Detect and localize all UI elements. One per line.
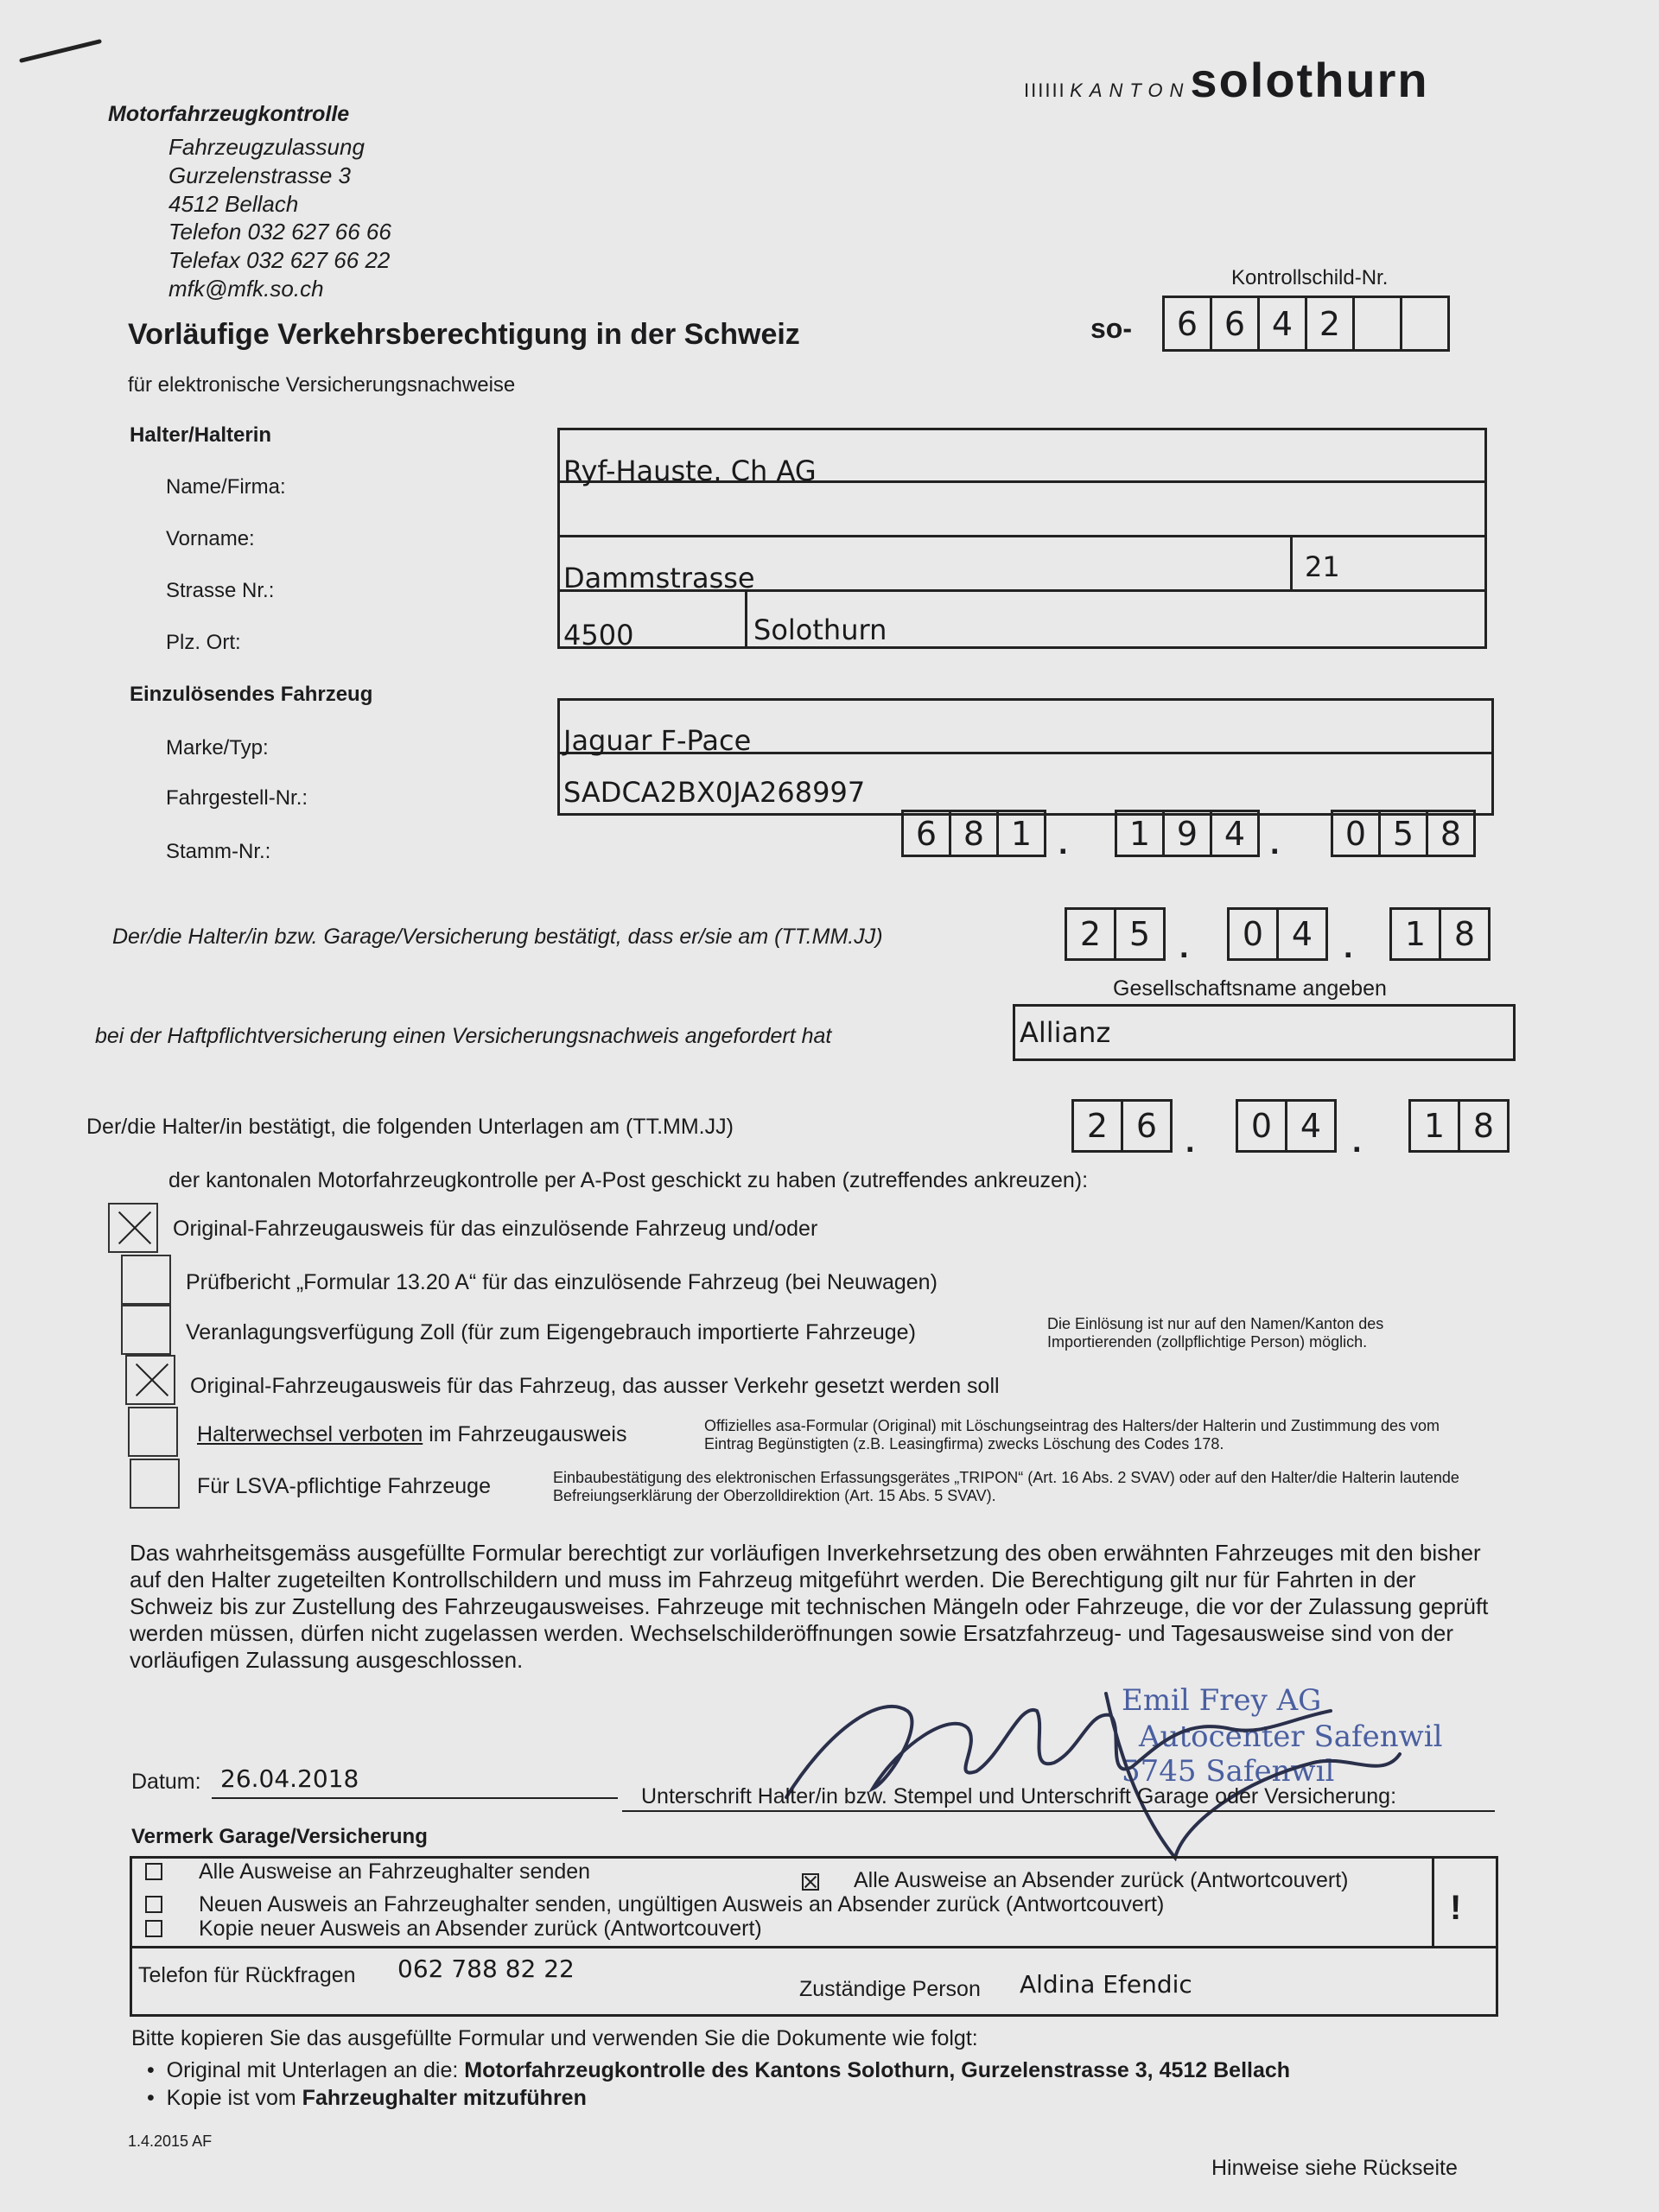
- garage-option-label: Kopie neuer Ausweis an Absender zurück (Antwortcouvert): [199, 1916, 762, 1941]
- plate-digit[interactable]: 6: [1162, 296, 1212, 352]
- option-label: Original-Fahrzeugausweis für das einzulösende Fahrzeug und/oder: [173, 1217, 818, 1241]
- firstname-label: Vorname:: [166, 527, 255, 550]
- date-underline: [212, 1797, 618, 1799]
- documents-confirm-text: Der/die Halter/in bestätigt, die folgenden Unterlagen am (TT.MM.JJ): [86, 1115, 734, 1139]
- bullet-icon: •: [147, 2058, 167, 2082]
- bullet-text-bold: Motorfahrzeugkontrolle des Kantons Solothurn, Gurzelenstrasse 3, 4512 Bellach: [464, 2058, 1291, 2082]
- phone-label: Telefon für Rückfragen: [138, 1963, 356, 1987]
- insurance-date-digit[interactable]: 5: [1114, 907, 1166, 961]
- stamm-digit[interactable]: 9: [1162, 810, 1212, 857]
- option-checkbox-lsva[interactable]: [130, 1459, 180, 1509]
- stamm-digit[interactable]: 0: [1331, 810, 1381, 857]
- insurance-date-digit[interactable]: 4: [1276, 907, 1328, 961]
- bullet-text: Kopie ist vom: [166, 2086, 302, 2110]
- pen-mark-icon: [17, 35, 112, 69]
- garage-option-label: Alle Ausweise an Absender zurück (Antwortcouvert): [854, 1868, 1349, 1892]
- signature-scribble-icon: [778, 1676, 1434, 1875]
- option-label: Für LSVA-pflichtige Fahrzeuge: [197, 1474, 491, 1498]
- signature-label: Unterschrift Halter/in bzw. Stempel und Unterschrift Garage oder Versicherung:: [641, 1784, 1397, 1808]
- option-note: Offizielles asa-Formular (Original) mit Löschungseintrag des Halters/der Halterin und Zustimmung des vom Eintrag Begünstigten (z.B. Leasingfirma) zwecks Löschung des Codes 178.: [704, 1417, 1440, 1452]
- option-checkbox-original-ausweis[interactable]: [108, 1203, 158, 1253]
- canton-logo: [1024, 52, 1429, 108]
- form-title: Vorläufige Verkehrsberechtigung in der Schweiz: [128, 318, 800, 351]
- footer-instructions: Bitte kopieren Sie das ausgefüllte Formular und verwenden Sie die Dokumente wie folgt:: [131, 2026, 978, 2050]
- street-label: Strasse Nr.:: [166, 579, 275, 602]
- make-label: Marke/Typ:: [166, 736, 269, 760]
- stamm-digit[interactable]: 1: [996, 810, 1046, 857]
- form-subtitle: für elektronische Versicherungsnachweise: [128, 373, 516, 397]
- divider: [1432, 1856, 1434, 1948]
- legal-paragraph: Das wahrheitsgemäss ausgefüllte Formular berechtigt zur vorläufigen Inverkehrsetzung des oben erwähnten Fahrzeuges mit den bisher auf den Halter zugeteilten Kontrollschildern und muss im Fahrzeug mitgeführt werden. Die Berechtigung gilt nur für Fahrten in der Schweiz bis zur Zustellung des Fahrzeugausweises. Fahrzeuge mit technischen Mängeln oder Fahrzeuge, die vor der Zulassung geprüft werden müssen, dürfen nicht zugelassen werden. Wechselschilderöffnungen sowie Ersatzfahrzeug- und Tagesausweise sind von der vorläufigen Zulassung ausgeschlossen.: [130, 1540, 1489, 1673]
- documents-date-digit[interactable]: 4: [1285, 1099, 1337, 1153]
- person-input[interactable]: Aldina Efendic: [1020, 1970, 1192, 1999]
- address-line: Gurzelenstrasse 3: [168, 162, 351, 188]
- zip-input[interactable]: 4500: [563, 619, 634, 652]
- fax-line: Telefax 032 627 66 22: [168, 247, 391, 273]
- separator-dot: .: [1270, 825, 1280, 861]
- option-label-halterwechsel: [197, 1422, 626, 1447]
- divider: [130, 1946, 1496, 1948]
- option-checkbox-ausser-verkehr[interactable]: [125, 1355, 175, 1405]
- separator-dot: .: [1185, 1123, 1195, 1160]
- divider: [745, 589, 747, 646]
- separator-dot: .: [1179, 929, 1189, 965]
- divider: [1290, 535, 1293, 592]
- signature-date-input[interactable]: 26.04.2018: [220, 1764, 359, 1793]
- stamp-line: Autocenter Safenwil: [1139, 1719, 1443, 1754]
- footer-bullet: [147, 2086, 587, 2111]
- house-number-input[interactable]: 21: [1305, 550, 1340, 583]
- documents-intro: der kantonalen Motorfahrzeugkontrolle per A-Post geschickt zu haben (zutreffendes ankreuzen):: [168, 1168, 1089, 1192]
- option-checkbox-halterwechsel[interactable]: [128, 1407, 178, 1457]
- documents-date-digit[interactable]: 1: [1408, 1099, 1460, 1153]
- insurance-date-digit[interactable]: 1: [1389, 907, 1441, 961]
- city-label: Plz. Ort:: [166, 631, 241, 654]
- company-input[interactable]: Allianz: [1020, 1016, 1111, 1049]
- chassis-input[interactable]: SADCA2BX0JA268997: [563, 776, 866, 809]
- email-line: mfk@mfk.so.ch: [168, 276, 324, 302]
- stamm-digit[interactable]: 4: [1210, 810, 1260, 857]
- bullet-text: Original mit Unterlagen an die:: [166, 2058, 465, 2082]
- name-label: Name/Firma:: [166, 475, 286, 499]
- stamm-digit[interactable]: 6: [901, 810, 951, 857]
- documents-date-digit[interactable]: 0: [1236, 1099, 1287, 1153]
- signature-underline: [622, 1810, 1495, 1812]
- option-note: Die Einlösung ist nur auf den Namen/Kanton des Importierenden (zollpflichtige Person) möglich.: [1047, 1315, 1384, 1351]
- garage-section-heading: Vermerk Garage/Versicherung: [131, 1825, 428, 1848]
- garage-checkbox[interactable]: [145, 1896, 162, 1913]
- option-checkbox-zoll[interactable]: [121, 1305, 171, 1355]
- insurance-date-digit[interactable]: 0: [1227, 907, 1279, 961]
- stamm-digit[interactable]: 1: [1115, 810, 1165, 857]
- divider: [557, 535, 1484, 537]
- logo-bars: IIIIII: [1024, 79, 1066, 101]
- name-input[interactable]: Ryf-Hauste. Ch AG: [563, 454, 817, 487]
- plate-digit[interactable]: 4: [1257, 296, 1307, 352]
- stamm-label: Stamm-Nr.:: [166, 840, 271, 863]
- option-label: im Fahrzeugausweis: [423, 1422, 627, 1446]
- plate-digit[interactable]: [1352, 296, 1402, 352]
- stamm-digit[interactable]: 8: [1426, 810, 1476, 857]
- address-line: 4512 Bellach: [168, 191, 299, 217]
- insurance-date-digit[interactable]: 8: [1439, 907, 1491, 961]
- footer-bullet: [147, 2058, 1290, 2083]
- organisation-name: Motorfahrzeugkontrolle: [108, 102, 350, 126]
- bullet-text-bold: Fahrzeughalter mitzuführen: [302, 2086, 587, 2110]
- plate-prefix: so-: [1090, 313, 1132, 344]
- holder-section-heading: Halter/Halterin: [130, 423, 272, 447]
- make-input[interactable]: Jaguar F-Pace: [563, 724, 752, 757]
- garage-checkbox[interactable]: [145, 1863, 162, 1880]
- plate-label: Kontrollschild-Nr.: [1231, 266, 1389, 289]
- garage-option-label: Neuen Ausweis an Fahrzeughalter senden, ungültigen Ausweis an Absender zurück (Antwortcouvert): [199, 1892, 1165, 1916]
- phone-line: Telefon 032 627 66 66: [168, 219, 391, 245]
- city-input[interactable]: Solothurn: [753, 613, 887, 646]
- garage-option-label: Alle Ausweise an Fahrzeughalter senden: [199, 1859, 591, 1884]
- documents-date-digit[interactable]: 8: [1458, 1099, 1510, 1153]
- documents-date-digit[interactable]: 2: [1071, 1099, 1123, 1153]
- separator-dot: .: [1058, 825, 1068, 861]
- company-hint: Gesellschaftsname angeben: [1113, 976, 1387, 1001]
- option-label: Veranlagungsverfügung Zoll (für zum Eigengebrauch importierte Fahrzeuge): [186, 1320, 916, 1344]
- date-label: Datum:: [131, 1770, 201, 1794]
- address-line: Fahrzeugzulassung: [168, 134, 365, 160]
- garage-checkbox[interactable]: [145, 1920, 162, 1937]
- plate-digit[interactable]: [1400, 296, 1450, 352]
- stamp-line: 5745 Safenwil: [1122, 1754, 1335, 1789]
- separator-dot: .: [1352, 1123, 1362, 1160]
- option-label-underlined: Halterwechsel verboten: [197, 1422, 423, 1446]
- separator-dot: .: [1344, 929, 1353, 965]
- insurance-date-digit[interactable]: 2: [1065, 907, 1116, 961]
- logo-city: solothurn: [1190, 53, 1429, 107]
- insurance-request-text: bei der Haftpflichtversicherung einen Versicherungsnachweis angefordert hat: [95, 1024, 832, 1048]
- firstname-input[interactable]: [563, 505, 1471, 533]
- exclamation-icon: !: [1450, 1889, 1462, 1927]
- insurance-confirm-text: Der/die Halter/in bzw. Garage/Versicherung bestätigt, dass er/sie am (TT.MM.JJ): [112, 925, 883, 949]
- option-label: Prüfbericht „Formular 13.20 A“ für das einzulösende Fahrzeug (bei Neuwagen): [186, 1270, 938, 1294]
- form-version: 1.4.2015 AF: [128, 2133, 213, 2150]
- option-note: Einbaubestätigung des elektronischen Erfassungsgerätes „TRIPON“ (Art. 16 Abs. 2 SVAV) oder auf den Halter/die Halterin lautende Befreiungserklärung der Oberzolldirektion (Art. 15 Abs. 5 SVAV).: [553, 1469, 1459, 1504]
- option-label: Original-Fahrzeugausweis für das Fahrzeug, das ausser Verkehr gesetzt werden soll: [190, 1374, 1000, 1398]
- plate-digit[interactable]: 6: [1210, 296, 1260, 352]
- documents-date-digit[interactable]: 6: [1121, 1099, 1173, 1153]
- street-input[interactable]: Dammstrasse: [563, 562, 755, 594]
- logo-kanton: KANTON: [1070, 79, 1191, 101]
- plate-digit[interactable]: 2: [1305, 296, 1355, 352]
- garage-checkbox[interactable]: [802, 1873, 819, 1891]
- stamm-digit[interactable]: 8: [949, 810, 999, 857]
- stamp-line: Emil Frey AG: [1122, 1683, 1322, 1718]
- phone-input[interactable]: 062 788 82 22: [397, 1955, 575, 1983]
- chassis-label: Fahrgestell-Nr.:: [166, 786, 308, 810]
- bullet-icon: •: [147, 2086, 167, 2110]
- back-note: Hinweise siehe Rückseite: [1211, 2156, 1458, 2180]
- person-label: Zuständige Person: [799, 1977, 981, 2001]
- vehicle-section-heading: Einzulösendes Fahrzeug: [130, 683, 373, 706]
- stamm-digit[interactable]: 5: [1378, 810, 1428, 857]
- option-checkbox-pruefbericht[interactable]: [121, 1255, 171, 1305]
